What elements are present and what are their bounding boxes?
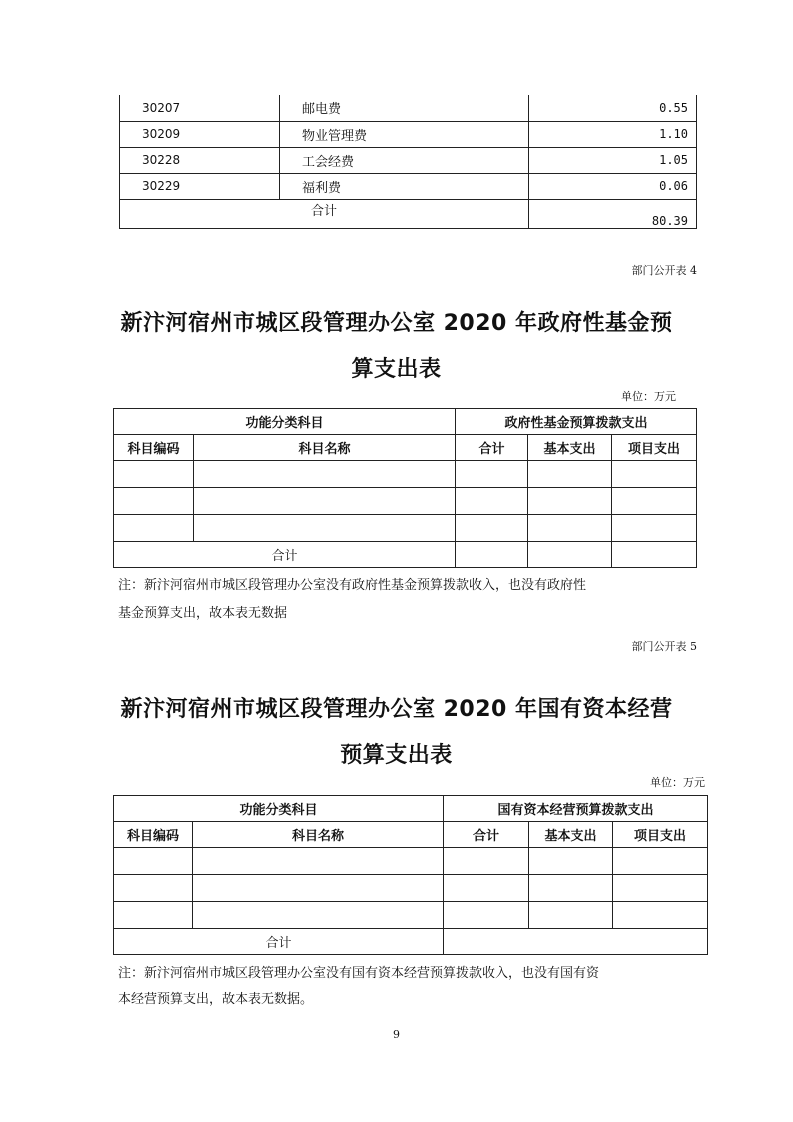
total-label: 合计 xyxy=(120,199,529,228)
note-line: 基金预算支出，故本表无数据 xyxy=(118,606,288,621)
page-number: 9 xyxy=(393,1028,400,1041)
row-amount: 0.06 xyxy=(529,173,697,199)
table-tag: 部门公开表 4 xyxy=(631,264,697,277)
total-label: 合计 xyxy=(114,929,444,955)
row-code: 30207 xyxy=(120,95,280,121)
row-code: 30228 xyxy=(120,147,280,173)
row-name: 物业管理费 xyxy=(280,121,529,147)
header-column-row xyxy=(114,822,708,848)
section-title-line2: 预算支出表 xyxy=(340,743,453,768)
header-subject-name: 科目名称 xyxy=(194,435,456,461)
table-row xyxy=(114,848,708,875)
table-row xyxy=(114,902,708,929)
header-basic-expenditure: 基本支出 xyxy=(528,435,612,461)
header-group-row xyxy=(114,409,697,435)
total-label: 合计 xyxy=(114,542,456,568)
row-amount: 1.10 xyxy=(529,121,697,147)
table-row xyxy=(114,515,697,542)
header-project-expenditure: 项目支出 xyxy=(612,435,697,461)
header-project-expenditure: 项目支出 xyxy=(613,822,708,848)
row-name: 福利费 xyxy=(280,173,529,199)
header-column-row xyxy=(114,435,697,461)
row-code: 30229 xyxy=(120,173,280,199)
header-subject-code: 科目编码 xyxy=(114,435,194,461)
header-total: 合计 xyxy=(456,435,528,461)
note-line: 注：新汴河宿州市城区段管理办公室没有国有资本经营预算拨款收入，也没有国有资 xyxy=(118,966,600,981)
total-row xyxy=(114,542,697,568)
header-capital-expenditure: 国有资本经营预算拨款支出 xyxy=(444,796,708,822)
row-code: 30209 xyxy=(120,121,280,147)
table-row xyxy=(120,121,697,147)
total-row xyxy=(120,199,697,228)
table-row xyxy=(120,173,697,199)
table-row xyxy=(114,461,697,488)
row-amount: 1.05 xyxy=(529,147,697,173)
note-text xyxy=(118,962,718,1012)
header-subject-name: 科目名称 xyxy=(193,822,444,848)
table-tag: 部门公开表 5 xyxy=(631,640,697,653)
table-row xyxy=(120,95,697,121)
expense-detail-table xyxy=(119,95,697,229)
table-row xyxy=(114,875,708,902)
header-total: 合计 xyxy=(444,822,529,848)
note-line: 本经营预算支出，故本表无数据。 xyxy=(118,992,314,1007)
table-row xyxy=(114,488,697,515)
table-row xyxy=(120,147,697,173)
row-name: 邮电费 xyxy=(280,95,529,121)
total-amount: 80.39 xyxy=(529,199,697,228)
row-amount: 0.55 xyxy=(529,95,697,121)
row-name: 工会经费 xyxy=(280,147,529,173)
header-subject-code: 科目编码 xyxy=(114,822,193,848)
header-group-row xyxy=(114,796,708,822)
header-functional-category: 功能分类科目 xyxy=(114,796,444,822)
header-basic-expenditure: 基本支出 xyxy=(529,822,613,848)
total-row xyxy=(114,929,708,955)
unit-label: 单位：万元 xyxy=(621,390,676,403)
state-capital-table xyxy=(113,795,708,955)
unit-label: 单位：万元 xyxy=(650,776,705,789)
section-title: 新汴河宿州市城区段管理办公室 2020 年政府性基金预 xyxy=(120,311,673,336)
government-fund-table xyxy=(113,408,697,568)
header-fund-expenditure: 政府性基金预算拨款支出 xyxy=(456,409,697,435)
section-title: 新汴河宿州市城区段管理办公室 2020 年国有资本经营 xyxy=(120,697,673,722)
note-line: 注：新汴河宿州市城区段管理办公室没有政府性基金预算拨款收入，也没有政府性 xyxy=(118,578,587,593)
header-functional-category: 功能分类科目 xyxy=(114,409,456,435)
section-title-line2: 算支出表 xyxy=(351,357,442,382)
note-text xyxy=(118,574,718,626)
